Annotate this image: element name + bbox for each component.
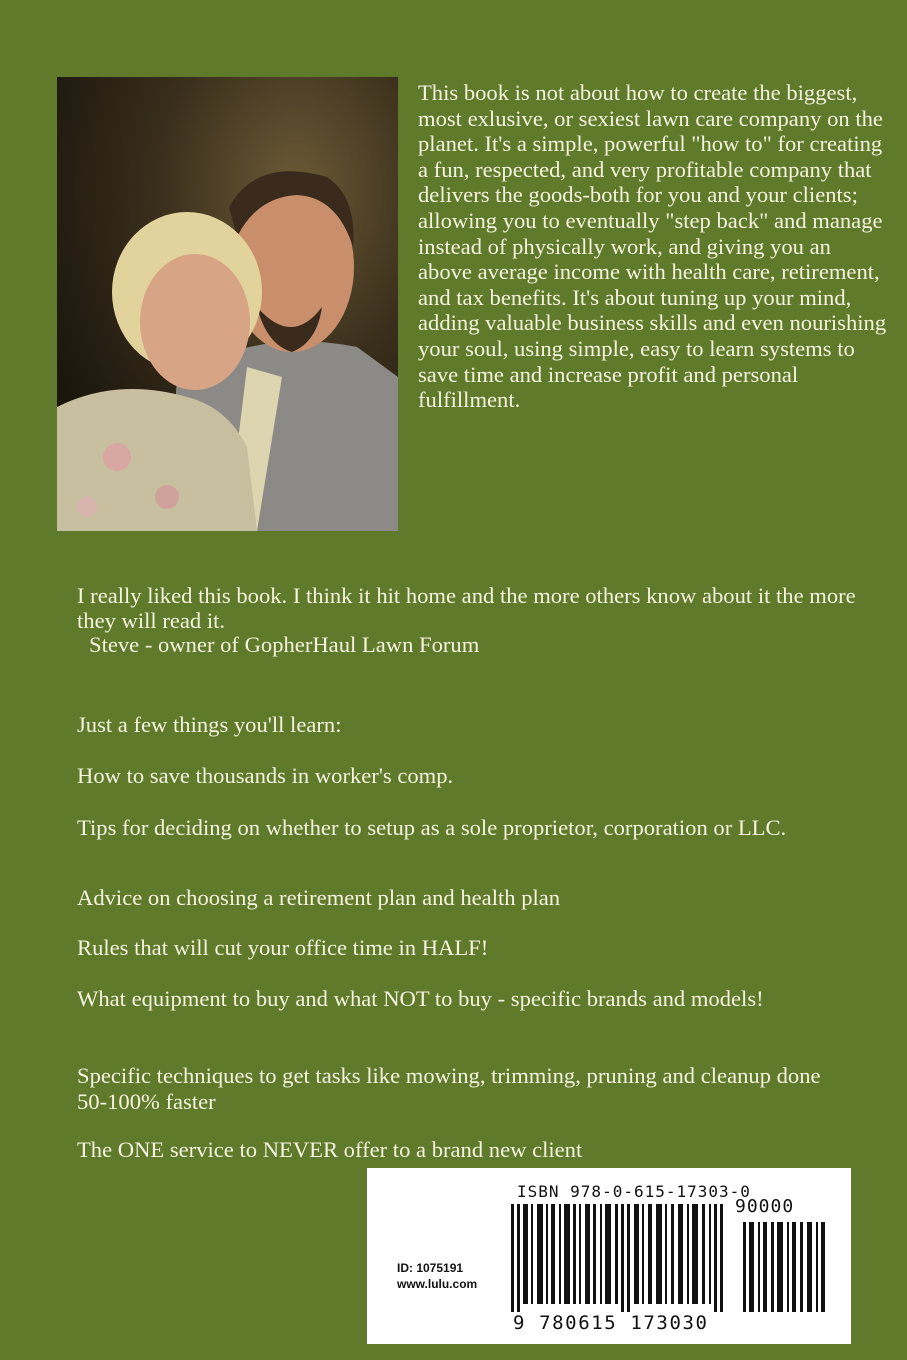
price-code: 90000 xyxy=(735,1196,795,1217)
learn-heading: Just a few things you'll learn: xyxy=(77,712,342,737)
learn-item: What equipment to buy and what NOT to buy - specific brands and models! xyxy=(77,986,764,1011)
author-photo xyxy=(57,77,398,531)
book-description: This book is not about how to create the biggest, most exlusive, or sexiest lawn care company on the planet. It's a simple, powerful "how to" for creating a fun, respected, and very profitable company that delivers the goods-both for you and your clients; allowing you to eventually "step back" and manage instead of physically work, and giving you an above average income with health care, retirement, and tax benefits. It's about tuning up your mind, adding valuable business skills and even nourishing your soul, using simple, easy to learn systems to save time and increase profit and personal fulfillment. xyxy=(418,80,887,413)
isbn-label: ISBN 978-0-615-17303-0 xyxy=(517,1182,751,1201)
learn-item: Tips for deciding on whether to setup as a sole proprietor, corporation or LLC. xyxy=(77,815,787,840)
barcode-digits: 9 780615 173030 xyxy=(513,1312,709,1334)
publisher-id-number: ID: 1075191 xyxy=(397,1261,464,1275)
learn-item: The ONE service to NEVER offer to a brand new client xyxy=(77,1137,583,1162)
learn-item: Specific techniques to get tasks like mowing, trimming, pruning and cleanup done 50-100% faster xyxy=(77,1063,821,1114)
barcode-bars-icon xyxy=(511,1204,841,1312)
publisher-id xyxy=(397,1260,477,1292)
learn-item: Advice on choosing a retirement plan and health plan xyxy=(77,885,561,910)
testimonial xyxy=(77,584,857,658)
publisher-site: www.lulu.com xyxy=(397,1277,478,1291)
testimonial-attribution: Steve - owner of GopherHaul Lawn Forum xyxy=(89,632,480,657)
learn-item: Rules that will cut your office time in HALF! xyxy=(77,935,489,960)
isbn-barcode-panel xyxy=(367,1168,851,1344)
testimonial-text: I really liked this book. I think it hit home and the more others know about it the more they will read it. xyxy=(77,583,856,633)
learn-item: How to save thousands in worker's comp. xyxy=(77,763,454,788)
